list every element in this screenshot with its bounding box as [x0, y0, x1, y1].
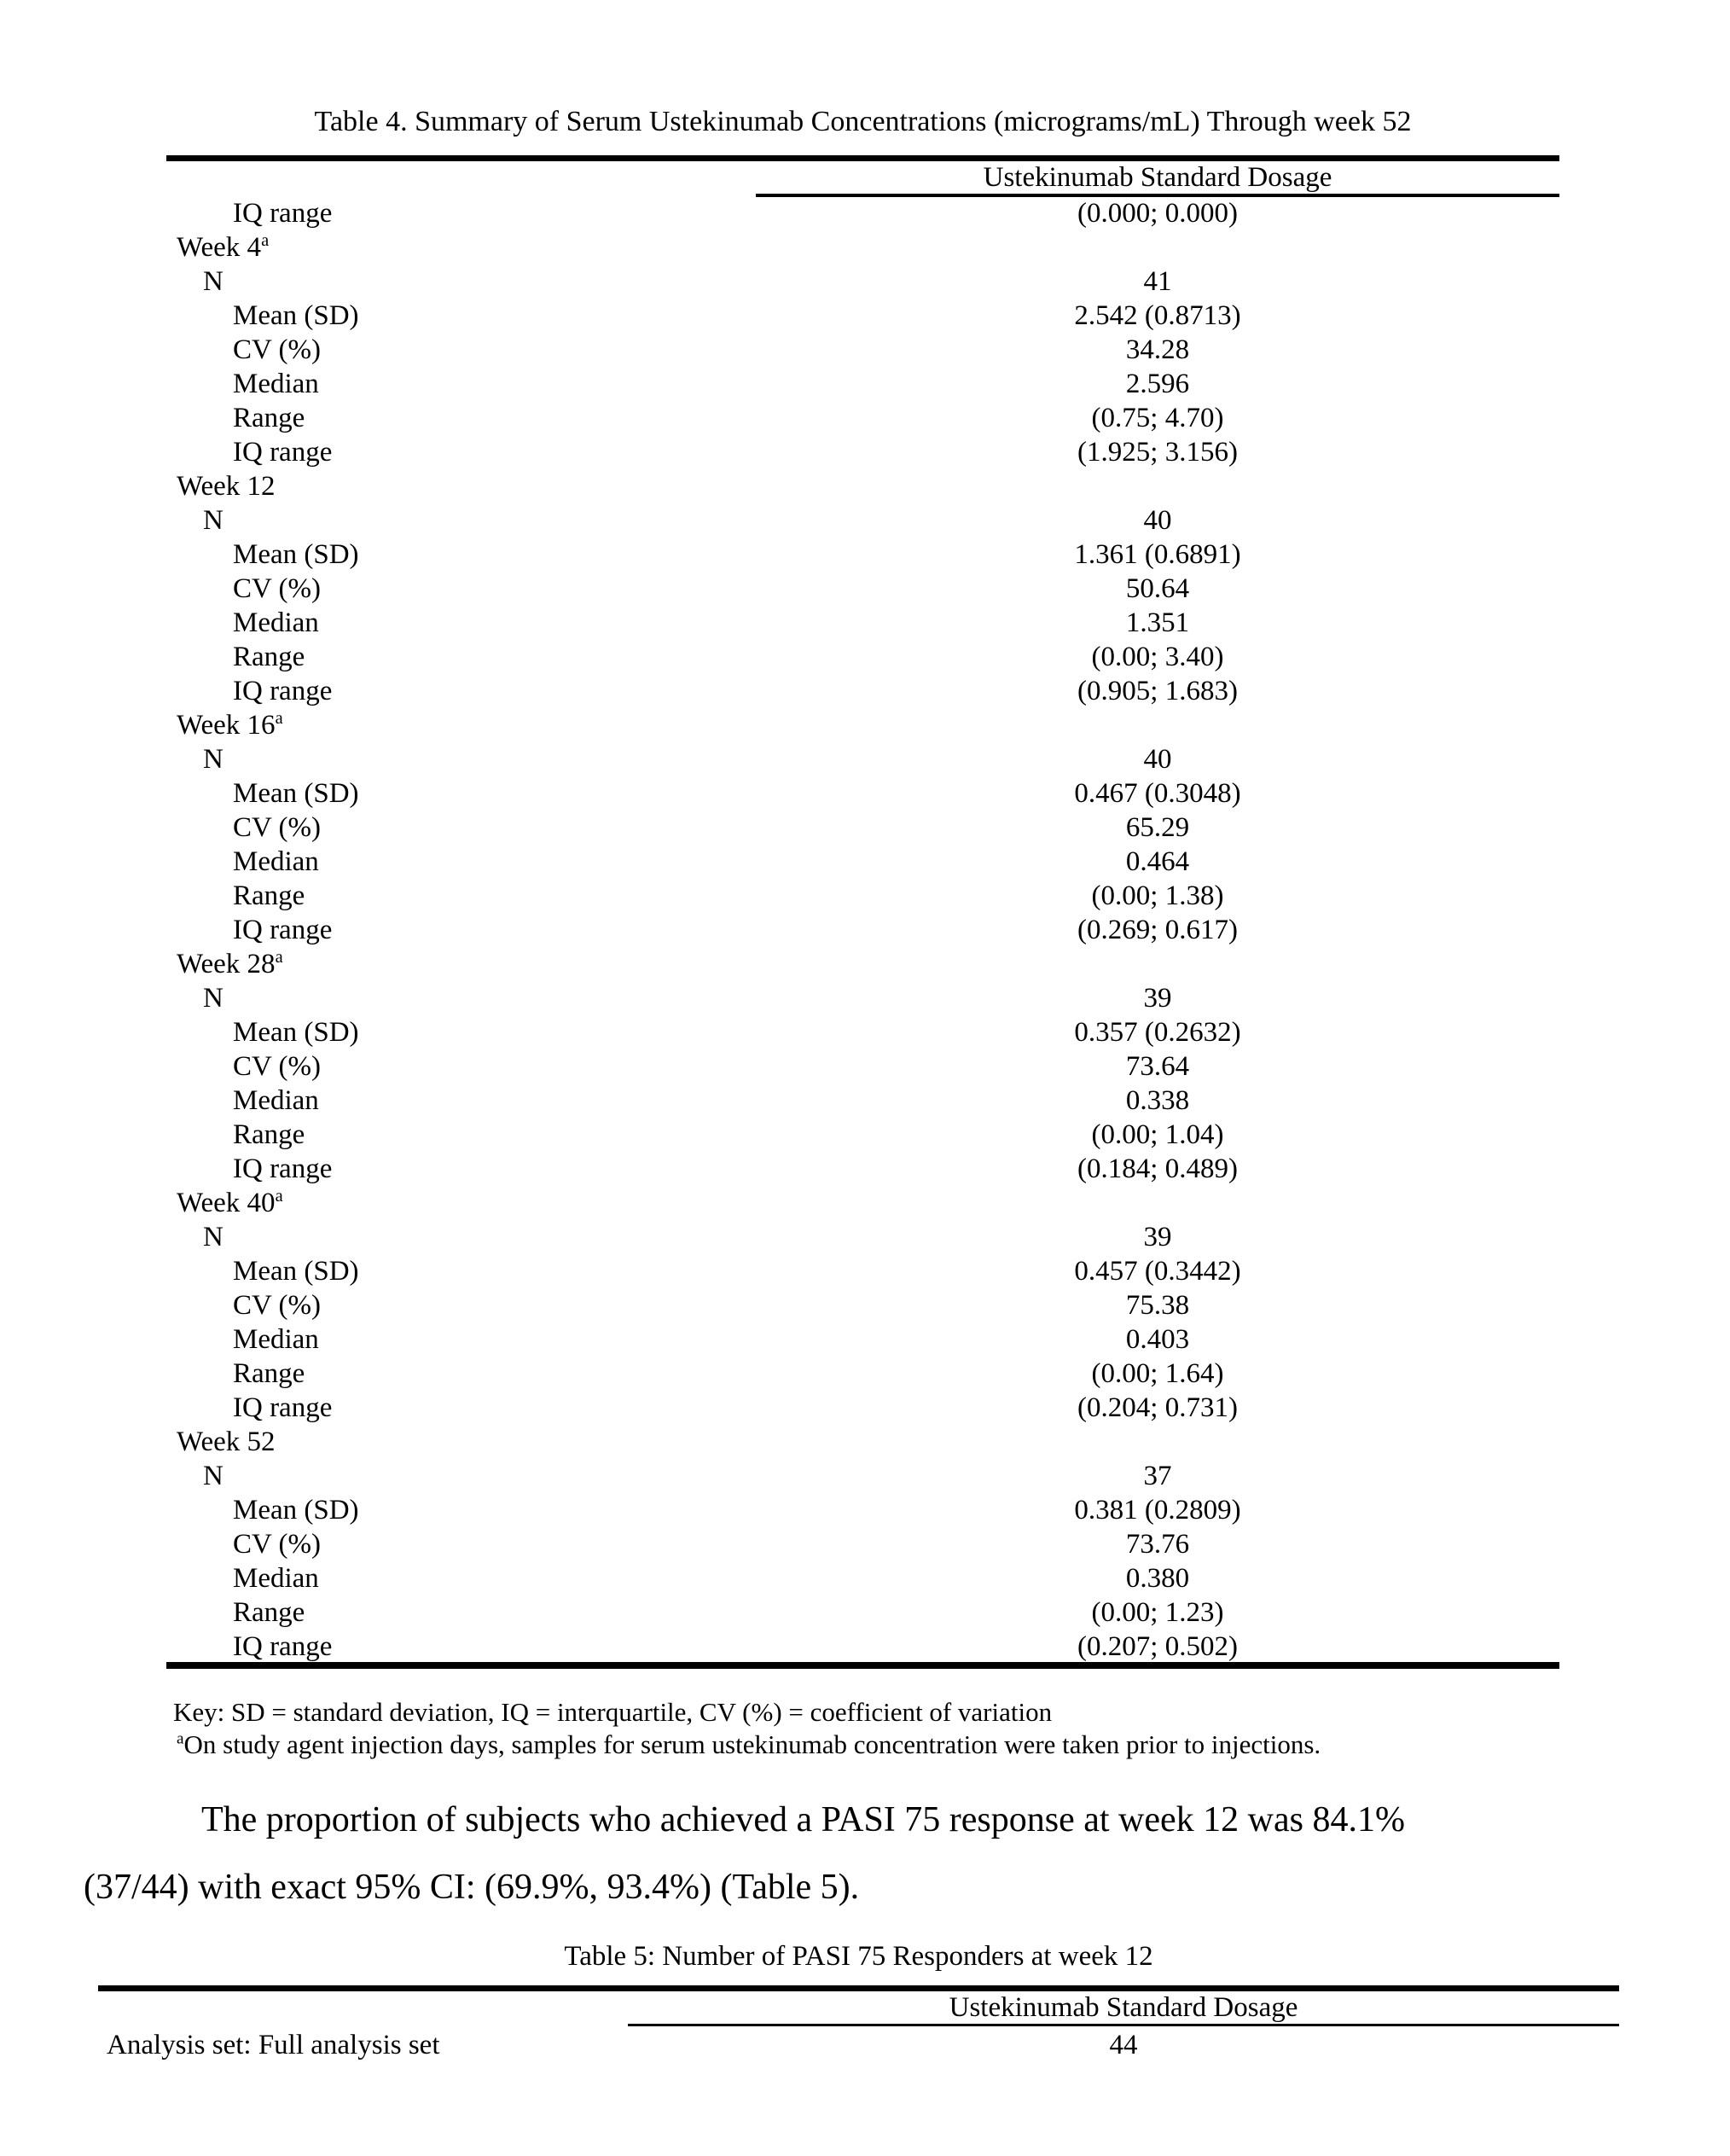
- table-row: [166, 776, 1559, 811]
- row-label: [166, 1152, 756, 1186]
- row-label: [166, 742, 756, 776]
- row-label: [166, 1561, 756, 1595]
- table4-column-header: Ustekinumab Standard Dosage: [756, 164, 1559, 197]
- row-label-text: Week 4: [177, 232, 262, 263]
- row-value: 39: [1143, 1222, 1172, 1252]
- table-row: [166, 1459, 1559, 1493]
- row-label: [166, 435, 756, 469]
- row-value: 0.357 (0.2632): [1074, 1017, 1241, 1048]
- row-value: (0.00; 1.38): [1091, 880, 1224, 911]
- footnote-text: On study agent injection days, samples for serum ustekinumab concentration were taken prior to injections.: [183, 1729, 1321, 1759]
- row-label-text: IQ range: [233, 1392, 333, 1423]
- row-value: 50.64: [1125, 573, 1190, 604]
- table-row: [166, 1084, 1559, 1118]
- table-row: [166, 1357, 1559, 1391]
- footnote-marker: a: [275, 709, 283, 728]
- table-row: [166, 1391, 1559, 1425]
- row-value: 0.380: [1125, 1563, 1190, 1594]
- table-row: [166, 1595, 1559, 1630]
- table-row: [166, 674, 1559, 708]
- paragraph-line-1: The proportion of subjects who achieved a PASI 75 response at week 12 was 84.1%: [201, 1800, 1405, 1839]
- row-value: 1.351: [1125, 607, 1190, 638]
- row-label-text: Mean (SD): [233, 1256, 359, 1287]
- row-label: [166, 845, 756, 879]
- table-row: [166, 947, 1559, 981]
- footnote-marker: a: [275, 1187, 283, 1206]
- row-label: [166, 776, 756, 811]
- table-row: [166, 367, 1559, 401]
- table-row: [166, 1220, 1559, 1254]
- table-row: [166, 1015, 1559, 1049]
- row-label-text: Median: [233, 1085, 319, 1116]
- row-value: 0.381 (0.2809): [1074, 1495, 1241, 1525]
- row-value: (0.905; 1.683): [1077, 676, 1238, 706]
- row-label: [166, 264, 756, 299]
- row-label: [166, 401, 756, 435]
- table-row: [166, 469, 1559, 503]
- table-row: [166, 538, 1559, 572]
- footnote-marker: a: [177, 1729, 184, 1748]
- row-label: [166, 572, 756, 606]
- table-row: [166, 1425, 1559, 1459]
- row-label-text: Range: [233, 403, 305, 433]
- row-label: [166, 230, 756, 264]
- row-label: [166, 708, 756, 742]
- row-label-text: Mean (SD): [233, 778, 359, 809]
- row-value: 40: [1143, 505, 1172, 536]
- row-label-text: IQ range: [233, 198, 333, 229]
- row-label-text: Mean (SD): [233, 539, 359, 570]
- table4-body: [166, 196, 1559, 1664]
- table-row: [166, 230, 1559, 264]
- table-row: [166, 640, 1559, 674]
- row-label-text: N: [203, 1222, 224, 1252]
- row-label: [166, 1595, 756, 1630]
- row-label-text: Range: [233, 642, 305, 672]
- row-label: [166, 981, 756, 1015]
- table-row: [166, 1630, 1559, 1664]
- row-label: [166, 1493, 756, 1527]
- row-value: 39: [1143, 983, 1172, 1014]
- row-value: 0.464: [1125, 846, 1190, 877]
- key-definitions: Key: SD = standard deviation, IQ = interquartile, CV (%) = coefficient of variation: [173, 1697, 1053, 1727]
- row-label-text: Week 28: [177, 949, 276, 979]
- row-label-text: Mean (SD): [233, 1017, 359, 1048]
- row-value: 0.403: [1125, 1324, 1190, 1355]
- row-value: (1.925; 3.156): [1077, 437, 1238, 468]
- row-label-text: Range: [233, 1119, 305, 1150]
- row-label: Analysis set: Full analysis set: [107, 2030, 440, 2060]
- row-label: [166, 811, 756, 845]
- row-label: [166, 1459, 756, 1493]
- table-row: [166, 1186, 1559, 1220]
- row-value: 0.467 (0.3048): [1074, 778, 1241, 809]
- table-row: [166, 572, 1559, 606]
- row-label: [166, 1220, 756, 1254]
- row-value: (0.207; 0.502): [1077, 1631, 1238, 1662]
- row-label: [166, 367, 756, 401]
- row-value: 65.29: [1125, 812, 1190, 843]
- row-value: 2.542 (0.8713): [1074, 300, 1241, 331]
- table-row: [166, 435, 1559, 469]
- footnote-marker: a: [275, 948, 283, 967]
- row-label: [166, 299, 756, 333]
- row-label-text: IQ range: [233, 1631, 333, 1662]
- row-value: (0.00; 1.64): [1091, 1358, 1224, 1389]
- table-row: [166, 196, 1559, 230]
- row-label-text: Range: [233, 880, 305, 911]
- row-label-text: IQ range: [233, 1154, 333, 1184]
- row-value: 0.338: [1125, 1085, 1190, 1116]
- table-row: [166, 811, 1559, 845]
- row-value: 75.38: [1125, 1290, 1190, 1321]
- row-label: [166, 196, 756, 230]
- table-row: [166, 879, 1559, 913]
- table-row: [166, 742, 1559, 776]
- row-label-text: Median: [233, 1563, 319, 1594]
- row-label-text: Median: [233, 369, 319, 399]
- table-row: [166, 401, 1559, 435]
- row-label-text: Week 52: [177, 1427, 276, 1457]
- row-label: [166, 1118, 756, 1152]
- row-value: 2.596: [1125, 369, 1190, 399]
- row-label-text: Median: [233, 846, 319, 877]
- row-label-text: IQ range: [233, 915, 333, 945]
- table-row: [166, 264, 1559, 299]
- row-label: [166, 1527, 756, 1561]
- row-value: (0.184; 0.489): [1077, 1154, 1238, 1184]
- row-label: [166, 674, 756, 708]
- row-value: 73.76: [1125, 1529, 1190, 1560]
- row-value: (0.269; 0.617): [1077, 915, 1238, 945]
- key-footnote: [177, 1729, 1321, 1761]
- row-label-text: Week 40: [177, 1188, 276, 1218]
- table5-column-header: Ustekinumab Standard Dosage: [628, 1994, 1619, 2026]
- row-label: [166, 538, 756, 572]
- table-row: [166, 1561, 1559, 1595]
- row-value: 1.361 (0.6891): [1074, 539, 1241, 570]
- table-row: [166, 503, 1559, 538]
- row-label: [166, 1186, 756, 1220]
- table4-top-rule: [166, 155, 1559, 161]
- table-row: [166, 981, 1559, 1015]
- row-value: (0.00; 1.23): [1091, 1597, 1224, 1628]
- row-label: [166, 1425, 756, 1459]
- row-label: [166, 469, 756, 503]
- row-label-text: CV (%): [233, 1051, 321, 1082]
- row-label-text: IQ range: [233, 676, 333, 706]
- row-value: 73.64: [1125, 1051, 1190, 1082]
- table5-top-rule: [98, 1985, 1619, 1991]
- row-value: 40: [1143, 744, 1172, 775]
- row-label-text: CV (%): [233, 334, 321, 365]
- row-label: [166, 1254, 756, 1288]
- row-label-text: Range: [233, 1358, 305, 1389]
- table-row: [98, 2028, 1619, 2062]
- table5-title: Table 5: Number of PASI 75 Responders at week 12: [564, 1941, 1153, 1972]
- table-row: [166, 1493, 1559, 1527]
- row-label: [166, 913, 756, 947]
- row-label-text: N: [203, 266, 224, 297]
- row-value: 37: [1143, 1461, 1172, 1491]
- row-label: [166, 333, 756, 367]
- table-row: [166, 299, 1559, 333]
- table-row: [166, 606, 1559, 640]
- row-label: [166, 606, 756, 640]
- row-label: [166, 1357, 756, 1391]
- row-label-text: N: [203, 983, 224, 1014]
- table4-bottom-rule: [166, 1662, 1559, 1669]
- row-label: [166, 1288, 756, 1322]
- table-row: [166, 333, 1559, 367]
- footnote-marker: a: [261, 231, 270, 250]
- row-label: [166, 1015, 756, 1049]
- table4-title: Table 4. Summary of Serum Ustekinumab Concentrations (micrograms/mL) Through week 52: [314, 106, 1412, 137]
- table-row: [166, 708, 1559, 742]
- table-row: [166, 1049, 1559, 1084]
- row-label: [166, 879, 756, 913]
- row-label-text: Range: [233, 1597, 305, 1628]
- row-label: [166, 1322, 756, 1357]
- row-value: (0.00; 3.40): [1091, 642, 1224, 672]
- row-value: 0.457 (0.3442): [1074, 1256, 1241, 1287]
- table-row: [166, 1322, 1559, 1357]
- table-row: [166, 1118, 1559, 1152]
- row-label-text: Median: [233, 1324, 319, 1355]
- row-value: (0.75; 4.70): [1091, 403, 1224, 433]
- row-label-text: Week 16: [177, 710, 276, 741]
- row-value: (0.000; 0.000): [1077, 198, 1238, 229]
- row-value: 34.28: [1125, 334, 1190, 365]
- row-value: 41: [1143, 266, 1172, 297]
- table-row: [166, 845, 1559, 879]
- row-label: [166, 1630, 756, 1664]
- table-row: [166, 1254, 1559, 1288]
- row-label: [166, 1391, 756, 1425]
- row-label-text: N: [203, 1461, 224, 1491]
- row-label-text: N: [203, 744, 224, 775]
- row-label: [166, 503, 756, 538]
- row-label: [166, 1049, 756, 1084]
- row-label-text: CV (%): [233, 1290, 321, 1321]
- row-label-text: Mean (SD): [233, 300, 359, 331]
- row-label-text: IQ range: [233, 437, 333, 468]
- row-label-text: N: [203, 505, 224, 536]
- row-label: [166, 640, 756, 674]
- row-label-text: CV (%): [233, 1529, 321, 1560]
- row-value: (0.00; 1.04): [1091, 1119, 1224, 1150]
- row-label: [166, 947, 756, 981]
- row-label-text: CV (%): [233, 812, 321, 843]
- row-label-text: Median: [233, 607, 319, 638]
- row-label: [166, 1084, 756, 1118]
- row-value: (0.204; 0.731): [1077, 1392, 1238, 1423]
- row-label-text: Week 12: [177, 471, 276, 502]
- table-row: [166, 1152, 1559, 1186]
- row-label-text: Mean (SD): [233, 1495, 359, 1525]
- row-value: 44: [1109, 2030, 1138, 2060]
- paragraph-line-2: (37/44) with exact 95% CI: (69.9%, 93.4%) (Table 5).: [84, 1868, 860, 1907]
- row-label-text: CV (%): [233, 573, 321, 604]
- table-row: [166, 1288, 1559, 1322]
- table-row: [166, 1527, 1559, 1561]
- table-row: [166, 913, 1559, 947]
